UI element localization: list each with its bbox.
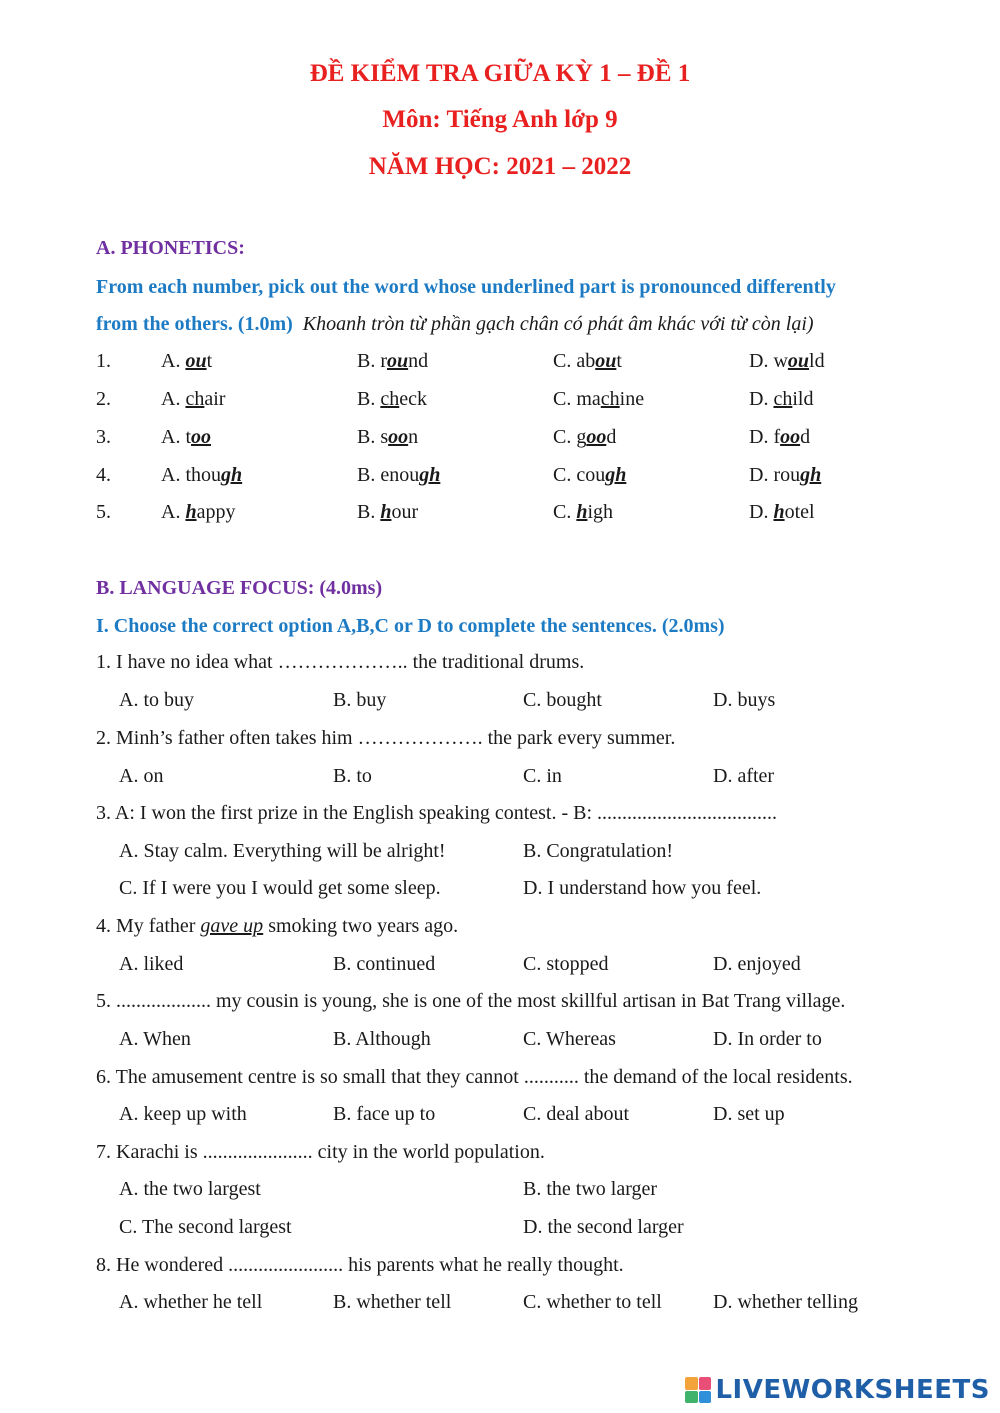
underlined-part: ch xyxy=(380,388,400,410)
phonetics-instruction-line2 xyxy=(96,313,814,336)
underlined-part: h xyxy=(380,501,392,523)
underlined-part: oo xyxy=(780,426,801,448)
answer-option[interactable]: C. stopped xyxy=(523,953,609,975)
question-text: 7. Karachi is ...................... city in the world population. xyxy=(96,1141,545,1163)
underlined-part: h xyxy=(773,501,785,523)
phonetics-option[interactable] xyxy=(553,426,616,449)
answer-option[interactable]: D. buys xyxy=(713,689,776,711)
option-suffix: appy xyxy=(196,501,236,523)
option-suffix: t xyxy=(616,350,622,372)
phonetics-option[interactable] xyxy=(357,426,418,449)
option-prefix: D. rou xyxy=(749,464,801,486)
liveworksheets-wordmark: LIVEWORKSHEETS xyxy=(715,1375,990,1405)
answer-option[interactable]: B. to xyxy=(333,765,372,787)
question-number: 3. xyxy=(96,426,111,448)
answer-option[interactable]: B. Although xyxy=(333,1028,431,1050)
answer-option[interactable]: D. In order to xyxy=(713,1028,822,1050)
option-prefix: C. xyxy=(553,501,577,523)
option-prefix: B. r xyxy=(357,350,387,372)
option-prefix: C. cou xyxy=(553,464,606,486)
phonetics-option[interactable] xyxy=(357,350,428,373)
phonetics-option[interactable] xyxy=(357,501,418,524)
option-suffix: otel xyxy=(784,501,815,523)
option-prefix: A. thou xyxy=(161,464,221,486)
option-suffix: our xyxy=(391,501,419,523)
underlined-part: ou xyxy=(787,350,810,372)
option-suffix: nd xyxy=(408,350,429,372)
underlined-part: gh xyxy=(800,464,822,486)
answer-option[interactable]: D. whether telling xyxy=(713,1291,858,1313)
phonetics-option[interactable] xyxy=(161,464,242,487)
phonetics-option[interactable] xyxy=(749,388,813,411)
question-text-pre: 4. My father xyxy=(96,915,201,937)
phonetics-option[interactable] xyxy=(553,464,626,487)
phonetics-option[interactable] xyxy=(749,464,821,487)
answer-option[interactable]: C. bought xyxy=(523,689,602,711)
answer-options-row xyxy=(0,1178,1000,1206)
option-suffix: t xyxy=(206,350,213,372)
phonetics-option[interactable] xyxy=(553,501,613,524)
option-suffix: ld xyxy=(809,350,825,372)
underlined-part: h xyxy=(185,501,197,523)
phonetics-option[interactable] xyxy=(161,426,211,449)
option-prefix: B. s xyxy=(357,426,389,448)
option-prefix: C. g xyxy=(553,426,587,448)
phonetics-heading: A. PHONETICS: xyxy=(96,237,245,259)
underlined-part: gh xyxy=(221,464,243,486)
question-text: 1. I have no idea what ……………….. the traditional drums. xyxy=(96,651,585,673)
answer-option[interactable]: A. whether he tell xyxy=(119,1291,263,1313)
liveworksheets-logo-icon xyxy=(685,1377,711,1403)
answer-option[interactable]: A. to buy xyxy=(119,689,194,711)
answer-option[interactable]: A. keep up with xyxy=(119,1103,247,1125)
question-number: 5. xyxy=(96,501,111,523)
phonetics-row xyxy=(0,464,1000,492)
answer-options-row xyxy=(0,840,1000,868)
answer-option[interactable]: C. Whereas xyxy=(523,1028,616,1050)
answer-option[interactable]: D. after xyxy=(713,765,775,787)
answer-option[interactable]: B. Congratulation! xyxy=(523,840,673,862)
phonetics-option[interactable] xyxy=(749,350,825,373)
underlined-part: ou xyxy=(595,350,617,372)
answer-option[interactable]: C. deal about xyxy=(523,1103,630,1125)
answer-option[interactable]: C. in xyxy=(523,765,562,787)
language-focus-instruction: I. Choose the correct option A,B,C or D to complete the sentences. (2.0ms) xyxy=(96,615,725,637)
answer-option[interactable]: A. When xyxy=(119,1028,191,1050)
option-prefix: B. xyxy=(357,388,381,410)
underlined-part: gh xyxy=(419,464,441,486)
question-text xyxy=(96,915,458,938)
answer-option[interactable]: B. face up to xyxy=(333,1103,436,1125)
phonetics-option[interactable] xyxy=(357,388,427,411)
option-suffix: air xyxy=(204,388,226,410)
answer-option[interactable]: C. If I were you I would get some sleep. xyxy=(119,877,441,899)
school-year-line: NĂM HỌC: 2021 – 2022 xyxy=(368,153,632,180)
answer-option[interactable]: B. continued xyxy=(333,953,436,975)
answer-options-row xyxy=(0,877,1000,905)
option-suffix: ild xyxy=(792,388,814,410)
phonetics-option[interactable] xyxy=(749,426,810,449)
option-prefix: D. xyxy=(749,501,774,523)
phonetics-option[interactable] xyxy=(161,350,212,373)
option-prefix: D. xyxy=(749,388,774,410)
exam-title: ĐỀ KIỂM TRA GIỮA KỲ 1 – ĐỀ 1 xyxy=(309,60,691,87)
answer-option[interactable]: B. the two larger xyxy=(523,1178,658,1200)
answer-option[interactable]: D. enjoyed xyxy=(713,953,801,975)
phonetics-option[interactable] xyxy=(357,464,440,487)
answer-option[interactable]: A. liked xyxy=(119,953,184,975)
option-prefix: A. t xyxy=(161,426,191,448)
answer-options-row xyxy=(0,1216,1000,1244)
answer-options-row xyxy=(0,765,1000,793)
question-text-post: smoking two years ago. xyxy=(263,915,459,937)
option-prefix: C. ma xyxy=(553,388,601,410)
phonetics-instruction-vi: Khoanh tròn từ phần gạch chân có phát âm khác với từ còn lại) xyxy=(302,313,814,335)
underlined-part: ou xyxy=(387,350,409,372)
underlined-part: ch xyxy=(773,388,793,410)
option-prefix: B. xyxy=(357,501,381,523)
subject-line: Môn: Tiếng Anh lớp 9 xyxy=(382,106,618,133)
underlined-part: ch xyxy=(185,388,205,410)
phonetics-option[interactable] xyxy=(749,501,815,524)
answer-option[interactable]: D. I understand how you feel. xyxy=(523,877,762,899)
underlined-part: ou xyxy=(185,350,207,372)
underlined-part: gh xyxy=(605,464,627,486)
option-suffix: ine xyxy=(619,388,645,410)
phonetics-row xyxy=(0,388,1000,416)
answer-option[interactable]: D. the second larger xyxy=(523,1216,684,1238)
underlined-part: ch xyxy=(600,388,620,410)
option-suffix: igh xyxy=(587,501,614,523)
answer-option[interactable]: B. whether tell xyxy=(333,1291,452,1313)
underlined-part: h xyxy=(576,501,588,523)
question-text: 6. The amusement centre is so small that they cannot ........... the demand of the local residents. xyxy=(96,1066,853,1088)
question-number: 2. xyxy=(96,388,111,410)
answer-options-row xyxy=(0,689,1000,717)
phonetics-option[interactable] xyxy=(161,501,235,524)
answer-option[interactable]: B. buy xyxy=(333,689,387,711)
answer-options-row xyxy=(0,953,1000,981)
answer-option[interactable]: C. The second largest xyxy=(119,1216,292,1238)
phonetics-instruction-en: from the others. (1.0m) xyxy=(96,313,293,335)
underlined-part: oo xyxy=(586,426,607,448)
option-prefix: B. enou xyxy=(357,464,420,486)
option-suffix: d xyxy=(800,426,811,448)
phonetics-option[interactable] xyxy=(161,388,225,411)
option-prefix: A. xyxy=(161,350,186,372)
question-number: 4. xyxy=(96,464,111,486)
underlined-part: oo xyxy=(191,426,211,448)
option-prefix: D. w xyxy=(749,350,788,372)
answer-option[interactable]: A. on xyxy=(119,765,164,787)
answer-option[interactable]: A. the two largest xyxy=(119,1178,261,1200)
phonetics-instruction-line1: From each number, pick out the word whose underlined part is pronounced differently xyxy=(96,276,836,298)
underlined-part: oo xyxy=(388,426,409,448)
answer-option[interactable]: C. whether to tell xyxy=(523,1291,662,1313)
option-suffix: d xyxy=(606,426,617,448)
option-prefix: D. f xyxy=(749,426,781,448)
answer-options-row xyxy=(0,1291,1000,1319)
language-focus-heading: B. LANGUAGE FOCUS: (4.0ms) xyxy=(96,577,383,599)
answer-options-row xyxy=(0,1103,1000,1131)
phonetics-option[interactable] xyxy=(553,388,644,411)
answer-option[interactable]: A. Stay calm. Everything will be alright! xyxy=(119,840,446,862)
answer-options-row xyxy=(0,1028,1000,1056)
answer-option[interactable]: D. set up xyxy=(713,1103,785,1125)
question-underlined-phrase: gave up xyxy=(200,915,264,937)
question-text: 3. A: I won the first prize in the English speaking contest. - B: .................................... xyxy=(96,802,778,824)
phonetics-row xyxy=(0,426,1000,454)
question-text: 8. He wondered ....................... his parents what he really thought. xyxy=(96,1254,624,1276)
phonetics-option[interactable] xyxy=(553,350,622,373)
question-text: 2. Minh’s father often takes him ………………. the park every summer. xyxy=(96,727,676,749)
option-prefix: C. ab xyxy=(553,350,596,372)
phonetics-row xyxy=(0,501,1000,529)
question-number: 1. xyxy=(96,350,111,372)
phonetics-row xyxy=(0,350,1000,378)
option-suffix: n xyxy=(408,426,419,448)
liveworksheets-logo xyxy=(685,1375,990,1405)
option-suffix: eck xyxy=(399,388,427,410)
option-prefix: A. xyxy=(161,501,186,523)
option-prefix: A. xyxy=(161,388,186,410)
question-text: 5. ................... my cousin is young, she is one of the most skillful artisan in Bat Trang village. xyxy=(96,990,846,1012)
